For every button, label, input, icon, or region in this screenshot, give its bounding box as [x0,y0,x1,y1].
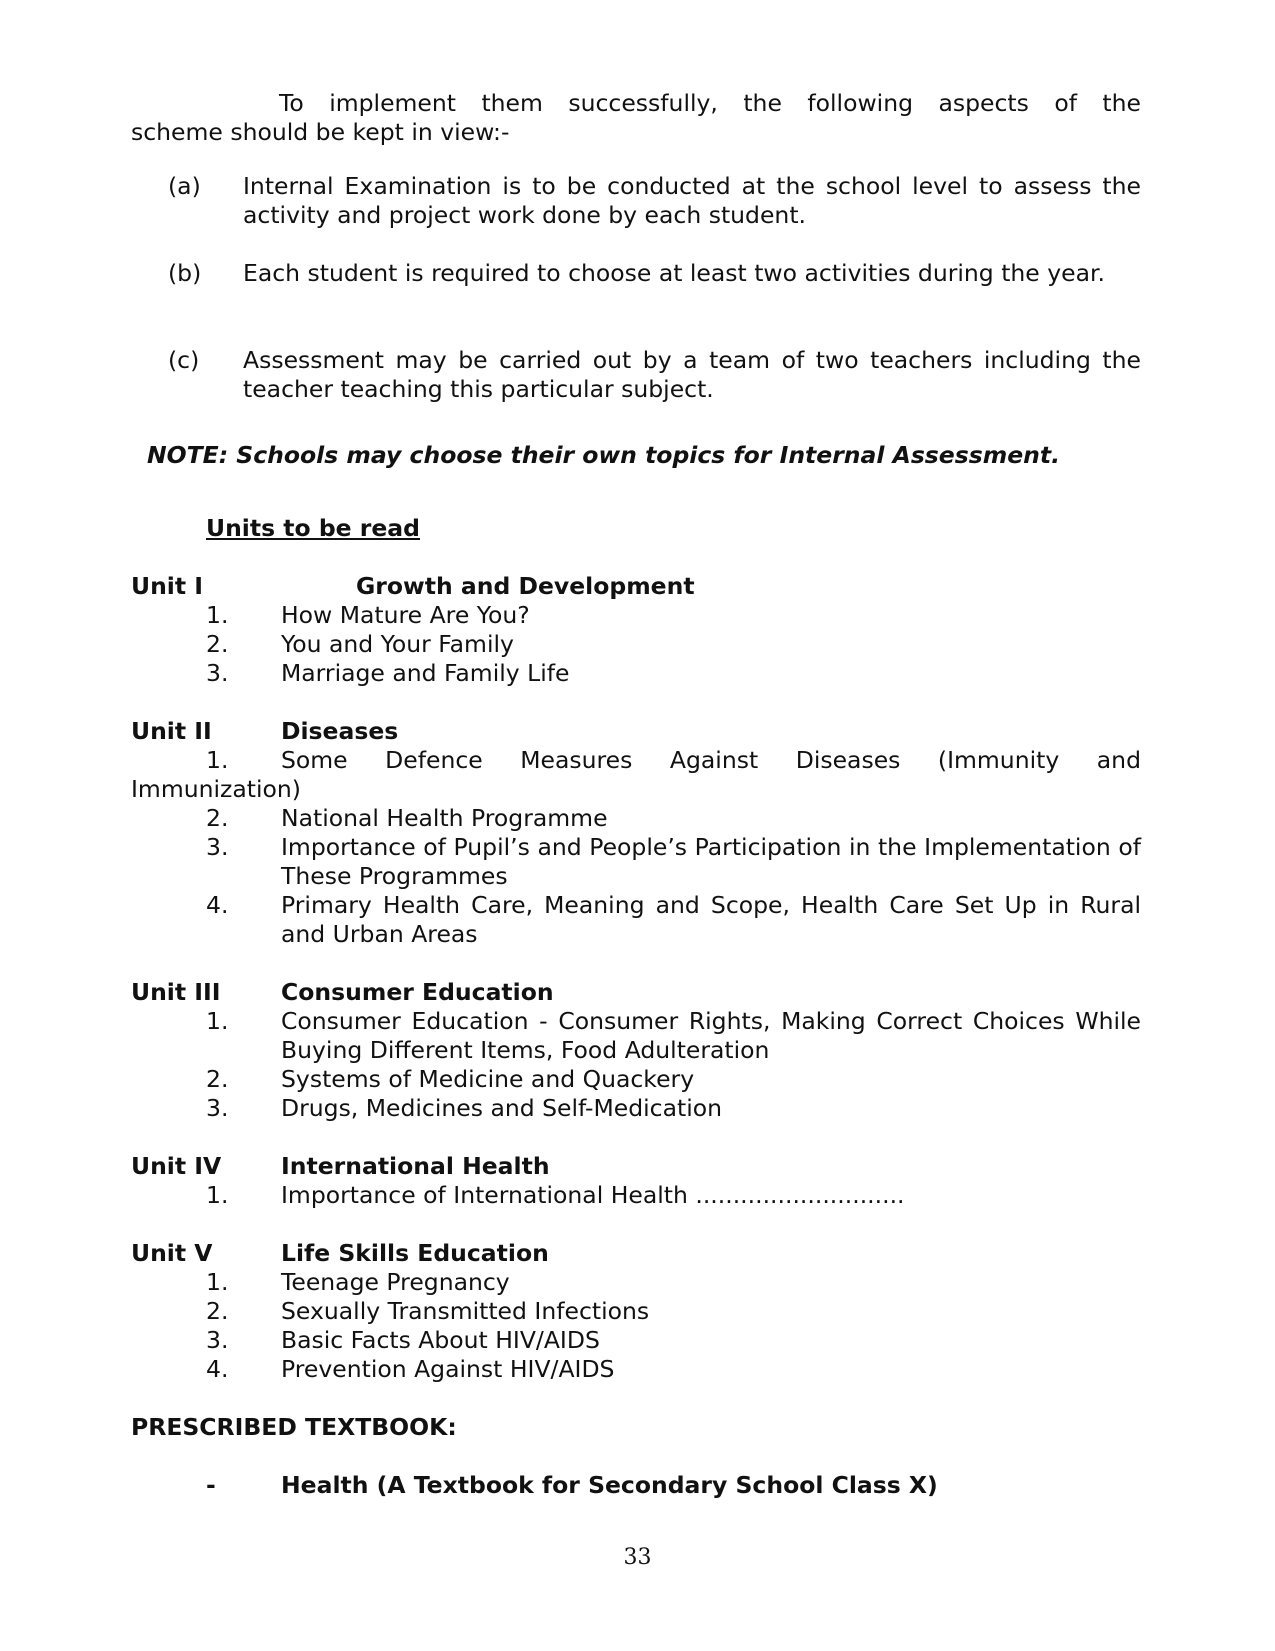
unit-5-item: Teenage Pregnancy [281,1268,510,1296]
unit-5-item: Prevention Against HIV/AIDS [281,1355,615,1383]
unit-2-item: Primary Health Care, Meaning and Scope, Health Care Set Up in Rural and Urban Areas [281,891,1141,948]
unit-5-id: Unit V [131,1239,213,1267]
unit-5-title: Life Skills Education [281,1239,549,1267]
unit-1-item: Marriage and Family Life [281,659,570,687]
unit-2-item-1-line-1: Some Defence Measures Against Diseases (Immunity and [281,746,1141,774]
aspect-label: (c) [168,346,200,374]
unit-2-item-number: 1. [206,746,229,774]
unit-2-title: Diseases [281,717,399,745]
unit-5-item: Sexually Transmitted Infections [281,1297,650,1325]
units-heading: Units to be read [206,514,420,542]
unit-3-id: Unit III [131,978,221,1006]
aspect-label: (b) [168,259,202,287]
unit-5-item-number: 4. [206,1355,229,1383]
unit-3-item: Consumer Education - Consumer Rights, Making Correct Choices While Buying Different Items, Food Adulteration [281,1007,1141,1064]
note: NOTE: Schools may choose their own topics for Internal Assessment. [147,441,1061,469]
unit-5-item: Basic Facts About HIV/AIDS [281,1326,600,1354]
unit-3-item-number: 3. [206,1094,229,1122]
unit-2-item: Importance of Pupil’s and People’s Participation in the Implementation of These Programmes [281,833,1141,890]
unit-1-item-number: 2. [206,630,229,658]
unit-3-item-number: 2. [206,1065,229,1093]
page-number: 33 [623,1545,652,1570]
unit-2-item-number: 3. [206,833,229,861]
unit-5-item-number: 1. [206,1268,229,1296]
aspect-text: Each student is required to choose at least two activities during the year. [243,259,1105,287]
unit-4-title: International Health [281,1152,550,1180]
unit-3-item: Systems of Medicine and Quackery [281,1065,695,1093]
unit-1-item-number: 1. [206,601,229,629]
unit-2-item-number: 2. [206,804,229,832]
unit-5-item-number: 2. [206,1297,229,1325]
unit-1-item-number: 3. [206,659,229,687]
unit-2-item-number: 4. [206,891,229,919]
unit-2-item-1-line-2: Immunization) [131,775,301,803]
unit-4-item: Importance of International Health ............................ [281,1181,905,1209]
aspect-label: (a) [168,172,201,200]
unit-3-title: Consumer Education [281,978,554,1006]
aspect-text: Internal Examination is to be conducted at the school level to assess the activity and project work done by each student. [243,172,1141,229]
unit-1-id: Unit I [131,572,204,600]
intro-paragraph [131,89,1141,147]
textbook-bullet: - [206,1471,216,1499]
unit-2-id: Unit II [131,717,212,745]
unit-4-id: Unit IV [131,1152,222,1180]
intro-line-2: scheme should be kept in view:- [131,118,510,146]
unit-3-item: Drugs, Medicines and Self-Medication [281,1094,723,1122]
unit-1-item: You and Your Family [281,630,514,658]
aspect-text: Assessment may be carried out by a team of two teachers including the teacher teaching this particular subject. [243,346,1141,403]
unit-1-item: How Mature Are You? [281,601,530,629]
textbook-heading: PRESCRIBED TEXTBOOK: [131,1413,457,1441]
unit-1-title: Growth and Development [356,572,695,600]
unit-4-item-number: 1. [206,1181,229,1209]
textbook-title: Health (A Textbook for Secondary School Class X) [281,1471,938,1499]
intro-line-1: To implement them successfully, the following aspects of the [279,89,1141,117]
unit-2-item: National Health Programme [281,804,608,832]
unit-3-item-number: 1. [206,1007,229,1035]
unit-5-item-number: 3. [206,1326,229,1354]
